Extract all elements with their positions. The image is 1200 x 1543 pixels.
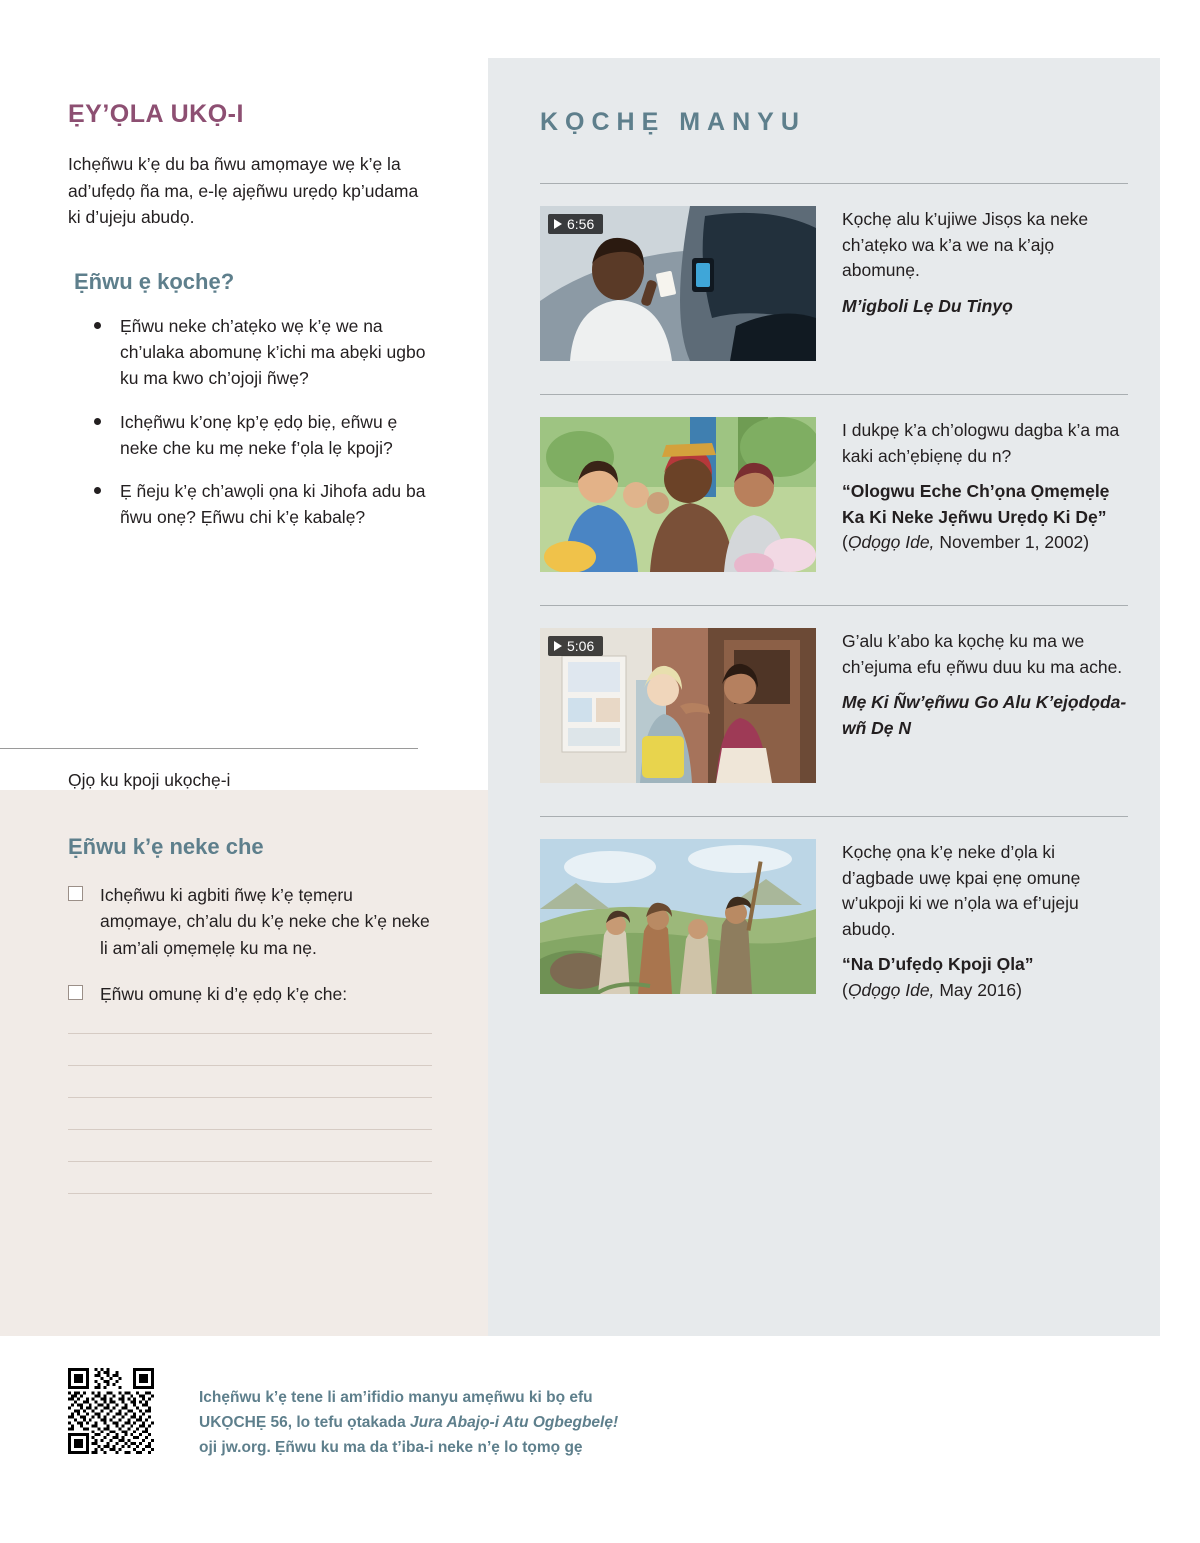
entry-reference-title: M’igboli Lẹ Du Tinyọ xyxy=(842,295,1013,316)
entry-reference-open: ( xyxy=(842,532,848,553)
footer-line-2-a: UKỌCHẸ 56, lo tefu ọtakada xyxy=(199,1414,411,1432)
entry-text xyxy=(842,628,1128,783)
entry-reference-title: “Ologwu Eche Ch’ọna Ọmẹmẹlẹ Ka Ki Neke Jẹñwu Urẹdọ Ki Dẹ” xyxy=(842,481,1110,527)
paradise-greeting-illustration xyxy=(540,417,816,572)
entry-reference-publication: Ọdọgọ Ide, xyxy=(847,979,935,1000)
footer-line-3: oji jw.org. Ẹñwu ku ma da t’iba-i neke n’ẹ lo tọmọ gẹ xyxy=(199,1439,583,1457)
question-list xyxy=(68,313,428,531)
list-item: Ẹ ñeju k’ẹ ch’awọli ọna ki Jihofa adu ba ñwu onẹ? Ẹñwu chi k’ẹ kabalẹ? xyxy=(108,478,428,531)
notes-box xyxy=(0,790,488,1336)
checkbox-icon[interactable] xyxy=(68,886,83,901)
entry-reference-date: May 2016) xyxy=(939,979,1022,1000)
write-line[interactable] xyxy=(68,1129,432,1130)
qr-code[interactable] xyxy=(68,1368,154,1454)
article-thumbnail-paradise[interactable] xyxy=(540,417,816,572)
write-line[interactable] xyxy=(68,1065,432,1066)
israelites-in-wilderness-illustration xyxy=(540,839,816,994)
checklist-item[interactable] xyxy=(68,882,432,961)
write-line[interactable] xyxy=(68,1097,432,1098)
write-line[interactable] xyxy=(68,1193,432,1194)
footer xyxy=(0,1352,1200,1532)
video-thumbnail-door-conversation[interactable] xyxy=(540,628,816,783)
entry-text xyxy=(842,206,1128,361)
section-heading-goals: Ẹñwu k’ẹ neke che xyxy=(68,834,264,859)
duration-label: 6:56 xyxy=(567,216,595,232)
footer-text xyxy=(199,1385,618,1460)
checklist-item[interactable] xyxy=(68,981,432,1007)
page-title: ẸY’ỌLA UKỌ-I xyxy=(68,100,244,128)
list-item: Ẹñwu neke ch’atẹko wẹ k’ẹ we na ch’ulaka abomunẹ k’ichi ma abẹki ugbo ku ma kwo ch’ojoji ñwẹ? xyxy=(108,313,428,392)
play-icon xyxy=(554,219,562,229)
kochẹ-manyu-panel xyxy=(488,58,1160,1336)
video-thumbnail-man-in-car[interactable] xyxy=(540,206,816,361)
play-icon xyxy=(554,641,562,651)
entry-text xyxy=(842,839,1128,1003)
divider xyxy=(0,748,418,749)
footer-line-2 xyxy=(199,1410,618,1435)
footer-publication-title: Jura Abajọ-i Atu Ogbegbelẹ! xyxy=(410,1414,619,1432)
list-item[interactable] xyxy=(540,183,1128,361)
entry-description: G’alu k’abo ka kọchẹ ku ma we ch’ejuma efu ẹñwu duu ku ma ache. xyxy=(842,631,1123,677)
write-line[interactable] xyxy=(68,1161,432,1162)
video-duration-badge xyxy=(548,636,603,656)
entry-reference-publication: Ọdọgọ Ide, xyxy=(847,532,935,553)
list-item[interactable] xyxy=(540,605,1128,783)
article-thumbnail-israelites[interactable] xyxy=(540,839,816,994)
list-item: Ichẹñwu k’onẹ kp’ẹ ẹdọ biẹ, eñwu ẹ neke che ku mẹ neke f’ọla lẹ kpoji? xyxy=(108,409,428,462)
write-line[interactable] xyxy=(68,1033,432,1034)
section-heading-questions: Ẹñwu ẹ kọchẹ? xyxy=(74,268,235,294)
list-item[interactable] xyxy=(540,394,1128,572)
list-item[interactable] xyxy=(540,816,1128,1003)
entry-reference-open: ( xyxy=(842,979,848,1000)
checklist-label: Ẹñwu omunẹ ki d’ẹ ẹdọ k’ẹ che: xyxy=(100,983,348,1004)
entry-reference-title: Mẹ Ki Ñw’ẹñwu Go Alu K’ejọdọda-wñ Dẹ N xyxy=(842,692,1127,738)
entry-list xyxy=(488,183,1160,1003)
duration-label: 5:06 xyxy=(567,638,595,654)
entry-reference-title: “Na D’ufẹdọ Kpoji Ọla” xyxy=(842,954,1034,975)
checkbox-icon[interactable] xyxy=(68,985,83,1000)
entry-description: Kọchẹ ọna k’ẹ neke d’ọla ki d’agbade uwẹ kpai ẹnẹ omunẹ w’ukpoji ki we n’ọla wa ef’ujeju abudọ. xyxy=(842,842,1081,939)
write-in-lines[interactable] xyxy=(68,1033,432,1194)
footer-line-1: Ichẹñwu k’ẹ tene li am’ifidio manyu amẹñwu ki bọ efu xyxy=(199,1389,593,1406)
checklist-label: Ichẹñwu ki agbiti ñwẹ k’ẹ tẹmẹru amọmaye, ch’alu du k’ẹ neke che k’ẹ neke li am’ali ọmẹmẹlẹ ku ma nẹ. xyxy=(100,885,430,958)
video-duration-badge xyxy=(548,214,603,234)
entry-description: Kọchẹ alu k’ujiwe Jisọs ka neke ch’atẹko wa k’a we na k’ajọ abomunẹ. xyxy=(842,209,1089,281)
entry-description: I dukpẹ k’a ch’ologwu dagba k’a ma kaki ach’ẹbiẹnẹ du n? xyxy=(842,420,1120,466)
panel-title: KỌCHẸ MANYU xyxy=(540,108,806,136)
intro-paragraph: Ichẹñwu k’ẹ du ba ñwu amọmaye wẹ k’ẹ la ad’ufẹdọ ña ma, e-lẹ ajẹñwu urẹdọ kp’udama ki d’ujeju abudọ. xyxy=(68,154,419,228)
entry-reference-date: November 1, 2002) xyxy=(939,532,1090,553)
date-field-label: Ọjọ ku kpoji ukọchẹ-i xyxy=(68,770,231,790)
entry-text xyxy=(842,417,1128,572)
